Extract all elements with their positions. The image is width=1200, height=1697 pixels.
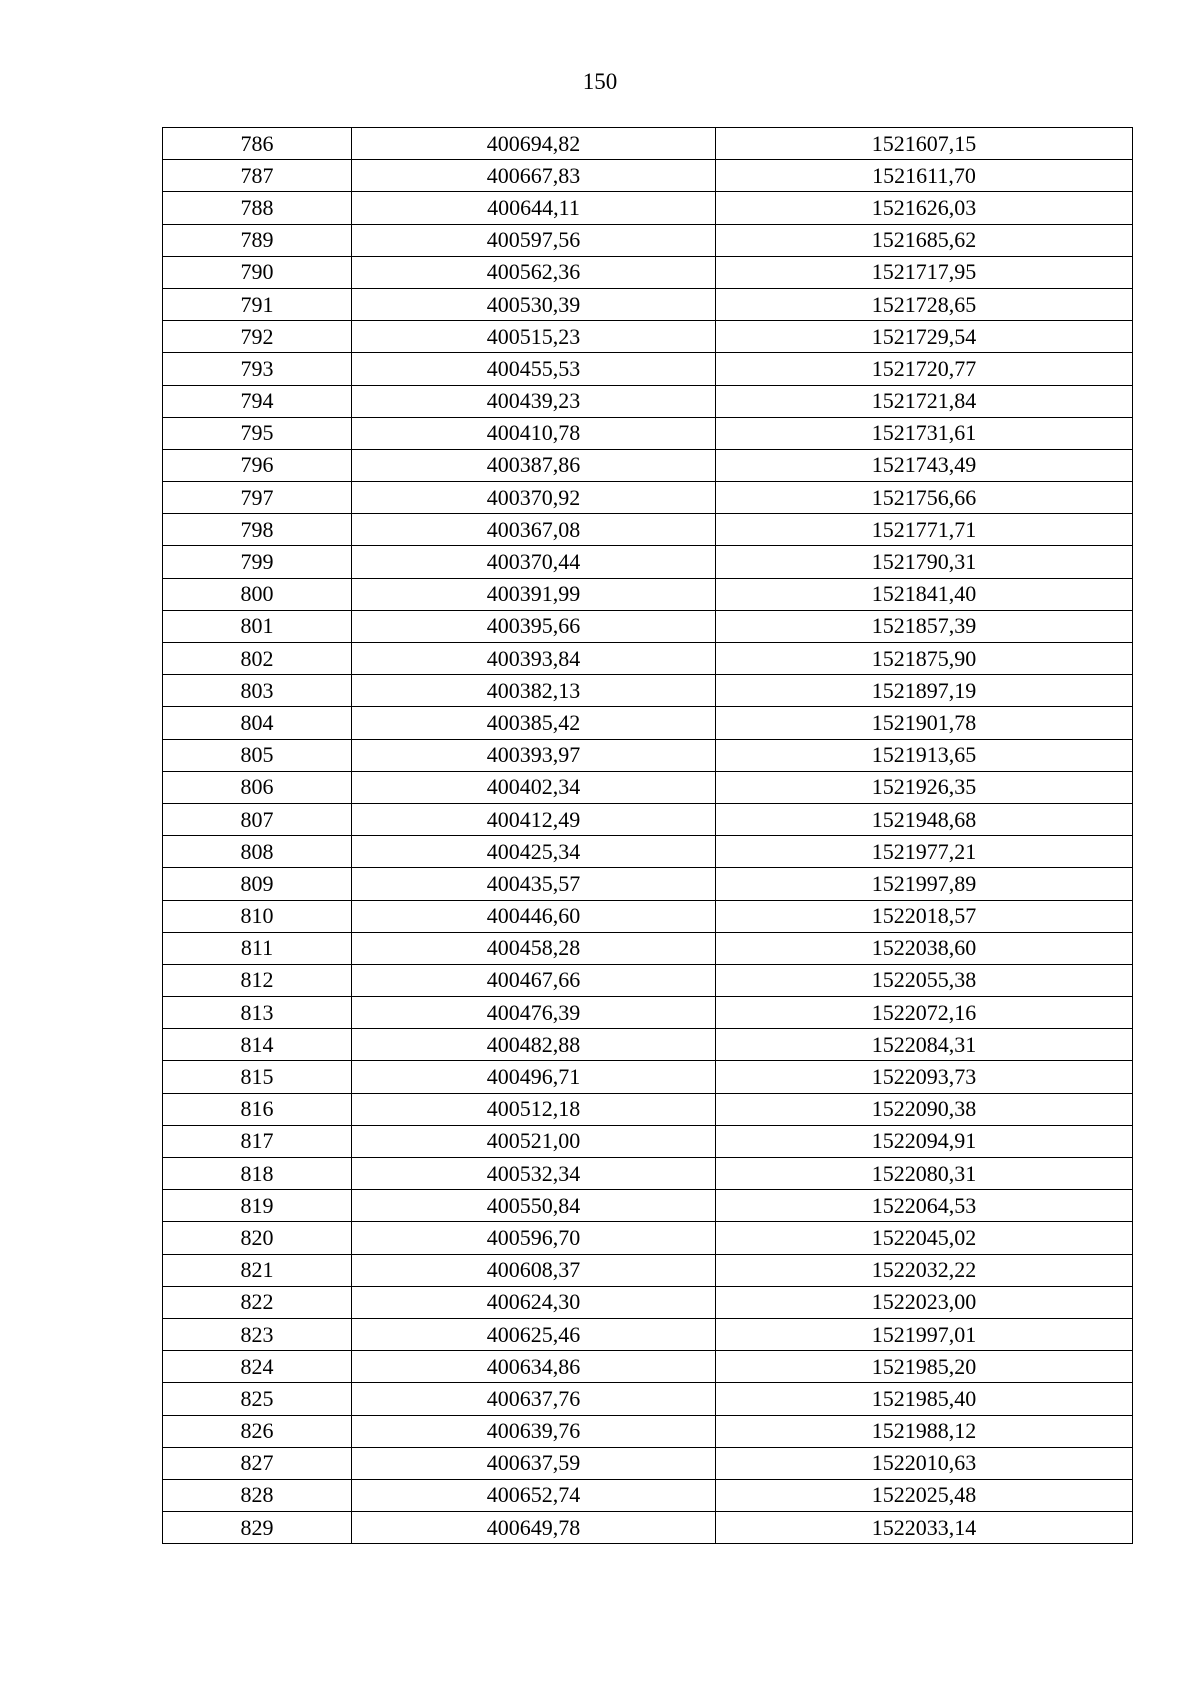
point-number-cell: 792 xyxy=(163,321,352,353)
y-coordinate-cell: 1522084,31 xyxy=(716,1029,1133,1061)
point-number-cell: 813 xyxy=(163,997,352,1029)
point-number-cell: 826 xyxy=(163,1415,352,1447)
y-coordinate-cell: 1521728,65 xyxy=(716,288,1133,320)
x-coordinate-cell: 400412,49 xyxy=(352,803,716,835)
x-coordinate-cell: 400458,28 xyxy=(352,932,716,964)
point-number-cell: 822 xyxy=(163,1286,352,1318)
point-number-cell: 799 xyxy=(163,546,352,578)
y-coordinate-cell: 1522018,57 xyxy=(716,900,1133,932)
y-coordinate-cell: 1521771,71 xyxy=(716,514,1133,546)
y-coordinate-cell: 1522045,02 xyxy=(716,1222,1133,1254)
table-row xyxy=(163,546,1133,578)
y-coordinate-cell: 1522038,60 xyxy=(716,932,1133,964)
x-coordinate-cell: 400597,56 xyxy=(352,224,716,256)
table-row xyxy=(163,256,1133,288)
point-number-cell: 790 xyxy=(163,256,352,288)
x-coordinate-cell: 400370,92 xyxy=(352,482,716,514)
table-row xyxy=(163,1190,1133,1222)
y-coordinate-cell: 1521743,49 xyxy=(716,449,1133,481)
x-coordinate-cell: 400382,13 xyxy=(352,675,716,707)
x-coordinate-cell: 400532,34 xyxy=(352,1158,716,1190)
x-coordinate-cell: 400425,34 xyxy=(352,836,716,868)
table-row xyxy=(163,514,1133,546)
table-row xyxy=(163,321,1133,353)
y-coordinate-cell: 1522023,00 xyxy=(716,1286,1133,1318)
x-coordinate-cell: 400596,70 xyxy=(352,1222,716,1254)
y-coordinate-cell: 1522064,53 xyxy=(716,1190,1133,1222)
x-coordinate-cell: 400644,11 xyxy=(352,192,716,224)
table-row xyxy=(163,932,1133,964)
x-coordinate-cell: 400370,44 xyxy=(352,546,716,578)
point-number-cell: 811 xyxy=(163,932,352,964)
table-row xyxy=(163,1158,1133,1190)
table-row xyxy=(163,1125,1133,1157)
table-row xyxy=(163,1447,1133,1479)
x-coordinate-cell: 400496,71 xyxy=(352,1061,716,1093)
y-coordinate-cell: 1521721,84 xyxy=(716,385,1133,417)
x-coordinate-cell: 400637,59 xyxy=(352,1447,716,1479)
table-row xyxy=(163,578,1133,610)
table-row xyxy=(163,868,1133,900)
table-row xyxy=(163,836,1133,868)
y-coordinate-cell: 1521626,03 xyxy=(716,192,1133,224)
x-coordinate-cell: 400446,60 xyxy=(352,900,716,932)
y-coordinate-cell: 1521607,15 xyxy=(716,128,1133,160)
point-number-cell: 806 xyxy=(163,771,352,803)
x-coordinate-cell: 400435,57 xyxy=(352,868,716,900)
table-row xyxy=(163,192,1133,224)
point-number-cell: 803 xyxy=(163,675,352,707)
x-coordinate-cell: 400467,66 xyxy=(352,964,716,996)
y-coordinate-cell: 1521841,40 xyxy=(716,578,1133,610)
point-number-cell: 820 xyxy=(163,1222,352,1254)
point-number-cell: 825 xyxy=(163,1383,352,1415)
x-coordinate-cell: 400439,23 xyxy=(352,385,716,417)
y-coordinate-cell: 1521985,20 xyxy=(716,1351,1133,1383)
y-coordinate-cell: 1522090,38 xyxy=(716,1093,1133,1125)
y-coordinate-cell: 1522025,48 xyxy=(716,1479,1133,1511)
point-number-cell: 786 xyxy=(163,128,352,160)
coordinates-table xyxy=(162,127,1133,1544)
page-number: 150 xyxy=(582,69,618,94)
table-row xyxy=(163,964,1133,996)
table-row xyxy=(163,771,1133,803)
y-coordinate-cell: 1521729,54 xyxy=(716,321,1133,353)
x-coordinate-cell: 400634,86 xyxy=(352,1351,716,1383)
point-number-cell: 828 xyxy=(163,1479,352,1511)
table-row xyxy=(163,1383,1133,1415)
x-coordinate-cell: 400667,83 xyxy=(352,160,716,192)
x-coordinate-cell: 400608,37 xyxy=(352,1254,716,1286)
table-row xyxy=(163,1351,1133,1383)
y-coordinate-cell: 1521985,40 xyxy=(716,1383,1133,1415)
x-coordinate-cell: 400391,99 xyxy=(352,578,716,610)
y-coordinate-cell: 1521997,01 xyxy=(716,1318,1133,1350)
y-coordinate-cell: 1522080,31 xyxy=(716,1158,1133,1190)
x-coordinate-cell: 400402,34 xyxy=(352,771,716,803)
x-coordinate-cell: 400410,78 xyxy=(352,417,716,449)
point-number-cell: 801 xyxy=(163,610,352,642)
table-row xyxy=(163,739,1133,771)
table-row xyxy=(163,643,1133,675)
y-coordinate-cell: 1521717,95 xyxy=(716,256,1133,288)
point-number-cell: 815 xyxy=(163,1061,352,1093)
point-number-cell: 796 xyxy=(163,449,352,481)
y-coordinate-cell: 1522093,73 xyxy=(716,1061,1133,1093)
x-coordinate-cell: 400649,78 xyxy=(352,1512,716,1544)
point-number-cell: 829 xyxy=(163,1512,352,1544)
table-row xyxy=(163,1061,1133,1093)
y-coordinate-cell: 1522094,91 xyxy=(716,1125,1133,1157)
point-number-cell: 823 xyxy=(163,1318,352,1350)
table-row xyxy=(163,675,1133,707)
point-number-cell: 795 xyxy=(163,417,352,449)
point-number-cell: 807 xyxy=(163,803,352,835)
x-coordinate-cell: 400482,88 xyxy=(352,1029,716,1061)
y-coordinate-cell: 1521901,78 xyxy=(716,707,1133,739)
table-row xyxy=(163,224,1133,256)
table-row xyxy=(163,449,1133,481)
table-row xyxy=(163,1254,1133,1286)
y-coordinate-cell: 1521875,90 xyxy=(716,643,1133,675)
y-coordinate-cell: 1521913,65 xyxy=(716,739,1133,771)
y-coordinate-cell: 1521857,39 xyxy=(716,610,1133,642)
x-coordinate-cell: 400395,66 xyxy=(352,610,716,642)
point-number-cell: 788 xyxy=(163,192,352,224)
point-number-cell: 818 xyxy=(163,1158,352,1190)
y-coordinate-cell: 1521997,89 xyxy=(716,868,1133,900)
x-coordinate-cell: 400530,39 xyxy=(352,288,716,320)
y-coordinate-cell: 1521897,19 xyxy=(716,675,1133,707)
y-coordinate-cell: 1521926,35 xyxy=(716,771,1133,803)
coordinates-table-body xyxy=(163,128,1133,1544)
table-row xyxy=(163,1222,1133,1254)
point-number-cell: 824 xyxy=(163,1351,352,1383)
point-number-cell: 789 xyxy=(163,224,352,256)
table-row xyxy=(163,610,1133,642)
y-coordinate-cell: 1521685,62 xyxy=(716,224,1133,256)
point-number-cell: 817 xyxy=(163,1125,352,1157)
y-coordinate-cell: 1521988,12 xyxy=(716,1415,1133,1447)
y-coordinate-cell: 1521611,70 xyxy=(716,160,1133,192)
x-coordinate-cell: 400515,23 xyxy=(352,321,716,353)
x-coordinate-cell: 400367,08 xyxy=(352,514,716,546)
y-coordinate-cell: 1521756,66 xyxy=(716,482,1133,514)
x-coordinate-cell: 400624,30 xyxy=(352,1286,716,1318)
point-number-cell: 797 xyxy=(163,482,352,514)
x-coordinate-cell: 400512,18 xyxy=(352,1093,716,1125)
point-number-cell: 827 xyxy=(163,1447,352,1479)
x-coordinate-cell: 400387,86 xyxy=(352,449,716,481)
point-number-cell: 794 xyxy=(163,385,352,417)
point-number-cell: 791 xyxy=(163,288,352,320)
x-coordinate-cell: 400637,76 xyxy=(352,1383,716,1415)
table-row xyxy=(163,900,1133,932)
y-coordinate-cell: 1521731,61 xyxy=(716,417,1133,449)
point-number-cell: 810 xyxy=(163,900,352,932)
table-row xyxy=(163,128,1133,160)
y-coordinate-cell: 1521720,77 xyxy=(716,353,1133,385)
point-number-cell: 802 xyxy=(163,643,352,675)
table-row xyxy=(163,1318,1133,1350)
x-coordinate-cell: 400625,46 xyxy=(352,1318,716,1350)
y-coordinate-cell: 1522072,16 xyxy=(716,997,1133,1029)
x-coordinate-cell: 400652,74 xyxy=(352,1479,716,1511)
point-number-cell: 808 xyxy=(163,836,352,868)
point-number-cell: 814 xyxy=(163,1029,352,1061)
table-row xyxy=(163,160,1133,192)
point-number-cell: 793 xyxy=(163,353,352,385)
x-coordinate-cell: 400694,82 xyxy=(352,128,716,160)
table-row xyxy=(163,1286,1133,1318)
point-number-cell: 787 xyxy=(163,160,352,192)
y-coordinate-cell: 1521790,31 xyxy=(716,546,1133,578)
point-number-cell: 804 xyxy=(163,707,352,739)
point-number-cell: 819 xyxy=(163,1190,352,1222)
point-number-cell: 809 xyxy=(163,868,352,900)
x-coordinate-cell: 400562,36 xyxy=(352,256,716,288)
x-coordinate-cell: 400455,53 xyxy=(352,353,716,385)
table-row xyxy=(163,1415,1133,1447)
table-row xyxy=(163,353,1133,385)
x-coordinate-cell: 400385,42 xyxy=(352,707,716,739)
table-row xyxy=(163,1479,1133,1511)
table-row xyxy=(163,385,1133,417)
table-row xyxy=(163,1029,1133,1061)
table-row xyxy=(163,803,1133,835)
y-coordinate-cell: 1521977,21 xyxy=(716,836,1133,868)
table-row xyxy=(163,997,1133,1029)
x-coordinate-cell: 400393,84 xyxy=(352,643,716,675)
point-number-cell: 821 xyxy=(163,1254,352,1286)
table-row xyxy=(163,1512,1133,1544)
y-coordinate-cell: 1522033,14 xyxy=(716,1512,1133,1544)
y-coordinate-cell: 1521948,68 xyxy=(716,803,1133,835)
point-number-cell: 798 xyxy=(163,514,352,546)
x-coordinate-cell: 400476,39 xyxy=(352,997,716,1029)
x-coordinate-cell: 400521,00 xyxy=(352,1125,716,1157)
table-row xyxy=(163,482,1133,514)
point-number-cell: 816 xyxy=(163,1093,352,1125)
y-coordinate-cell: 1522010,63 xyxy=(716,1447,1133,1479)
point-number-cell: 805 xyxy=(163,739,352,771)
x-coordinate-cell: 400639,76 xyxy=(352,1415,716,1447)
table-row xyxy=(163,1093,1133,1125)
x-coordinate-cell: 400393,97 xyxy=(352,739,716,771)
point-number-cell: 812 xyxy=(163,964,352,996)
y-coordinate-cell: 1522032,22 xyxy=(716,1254,1133,1286)
table-row xyxy=(163,707,1133,739)
y-coordinate-cell: 1522055,38 xyxy=(716,964,1133,996)
table-row xyxy=(163,288,1133,320)
table-row xyxy=(163,417,1133,449)
x-coordinate-cell: 400550,84 xyxy=(352,1190,716,1222)
point-number-cell: 800 xyxy=(163,578,352,610)
